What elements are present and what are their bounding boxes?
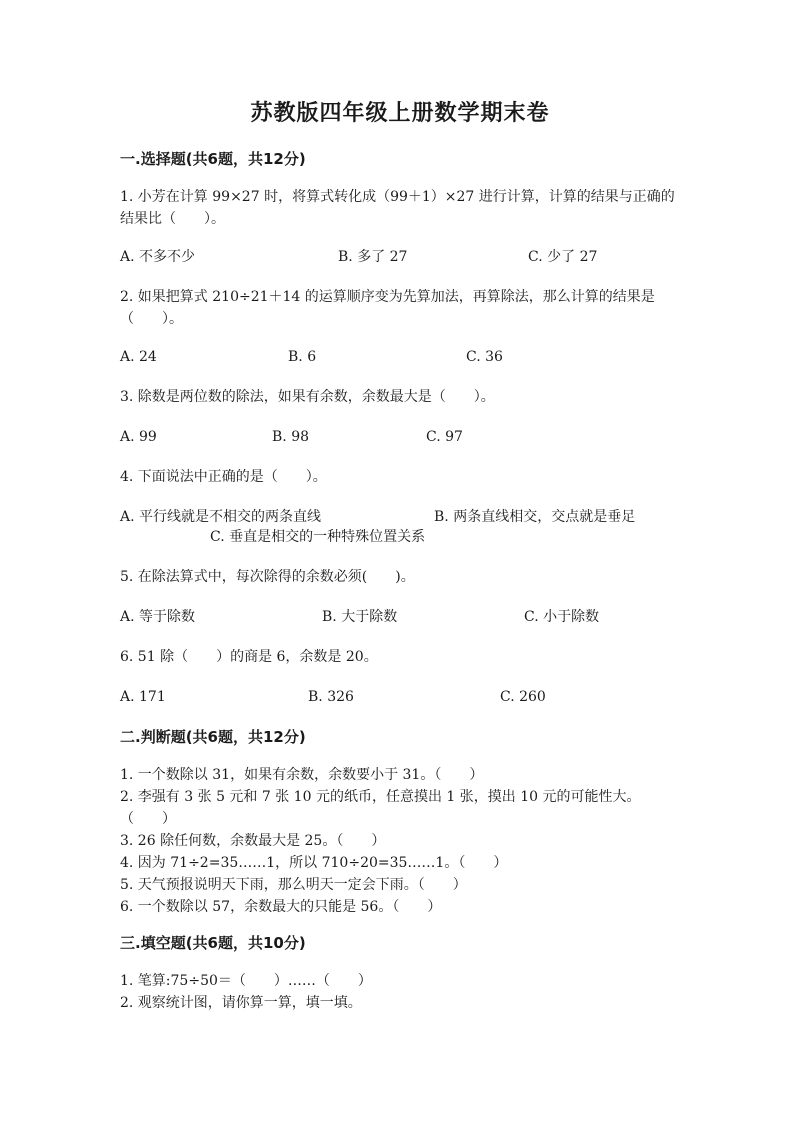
choice-question-4: 4. 下面说法中正确的是（ ）。 [120,469,327,485]
option-b: B. 大于除数 [322,609,398,625]
option-a: A. 24 [120,349,157,365]
choice-question-6: 6. 51 除（ ）的商是 6，余数是 20。 [120,649,378,665]
option-b: B. 两条直线相交，交点就是垂足 [434,509,636,525]
choice-options-5 [120,606,700,628]
choice-options-6 [120,686,700,708]
section-heading-judge: 二.判断题(共6题，共12分) [120,728,306,746]
option-b: B. 98 [272,429,310,445]
option-c: C. 97 [426,429,463,445]
option-c: C. 小于除数 [524,609,600,625]
choice-question-5: 5. 在除法算式中，每次除得的余数必须( )。 [120,569,415,585]
judge-item-3: 3. 26 除任何数，余数最大是 25。（ ） [120,833,386,849]
choice-question-3: 3. 除数是两位数的除法，如果有余数，余数最大是（ ）。 [120,389,495,405]
option-c: C. 260 [500,689,546,705]
option-b: B. 6 [288,349,317,365]
choice-options-4 [120,506,700,528]
judge-item-6: 6. 一个数除以 57，余数最大的只能是 56。（ ） [120,899,442,915]
option-a: A. 平行线就是不相交的两条直线 [120,509,322,525]
judge-item-2: 2. 李强有 3 张 5 元和 7 张 10 元的纸币，任意摸出 1 张，摸出 10 元的可能性大。（ ） [120,789,641,827]
option-a: A. 不多不少 [120,249,196,265]
page-title: 苏教版四年级上册数学期末卷 [250,100,550,126]
fill-item-2: 2. 观察统计图，请你算一算，填一填。 [120,995,362,1011]
choice-options-3 [120,426,700,448]
option-c: C. 少了 27 [528,249,598,265]
judge-item-5: 5. 天气预报说明天下雨，那么明天一定会下雨。（ ） [120,877,467,893]
option-a: A. 等于除数 [120,609,196,625]
choice-options-2 [120,346,700,368]
choice-options-1 [120,246,700,268]
choice-question-1: 1. 小芳在计算 99×27 时，将算式转化成（99＋1）×27 进行计算，计算的结果与正确的结果比（ ）。 [120,189,675,227]
section-heading-fill: 三.填空题(共6题，共10分) [120,934,306,952]
option-b: B. 326 [308,689,354,705]
option-c: C. 垂直是相交的一种特殊位置关系 [210,529,426,545]
choice-question-2: 2. 如果把算式 210÷21＋14 的运算顺序变为先算加法，再算除法，那么计算的结果是（ ）。 [120,289,655,327]
section-heading-choice: 一.选择题(共6题，共12分) [120,150,306,168]
judge-item-1: 1. 一个数除以 31，如果有余数，余数要小于 31。（ ） [120,767,484,783]
judge-item-4: 4. 因为 71÷2=35……1，所以 710÷20=35……1。（ ） [120,855,508,871]
fill-item-1: 1. 笔算:75÷50＝（ ）……（ ） [120,973,372,989]
choice-options-4-cont [120,526,700,548]
option-c: C. 36 [466,349,503,365]
option-a: A. 99 [120,429,157,445]
option-b: B. 多了 27 [338,249,408,265]
option-a: A. 171 [120,689,166,705]
